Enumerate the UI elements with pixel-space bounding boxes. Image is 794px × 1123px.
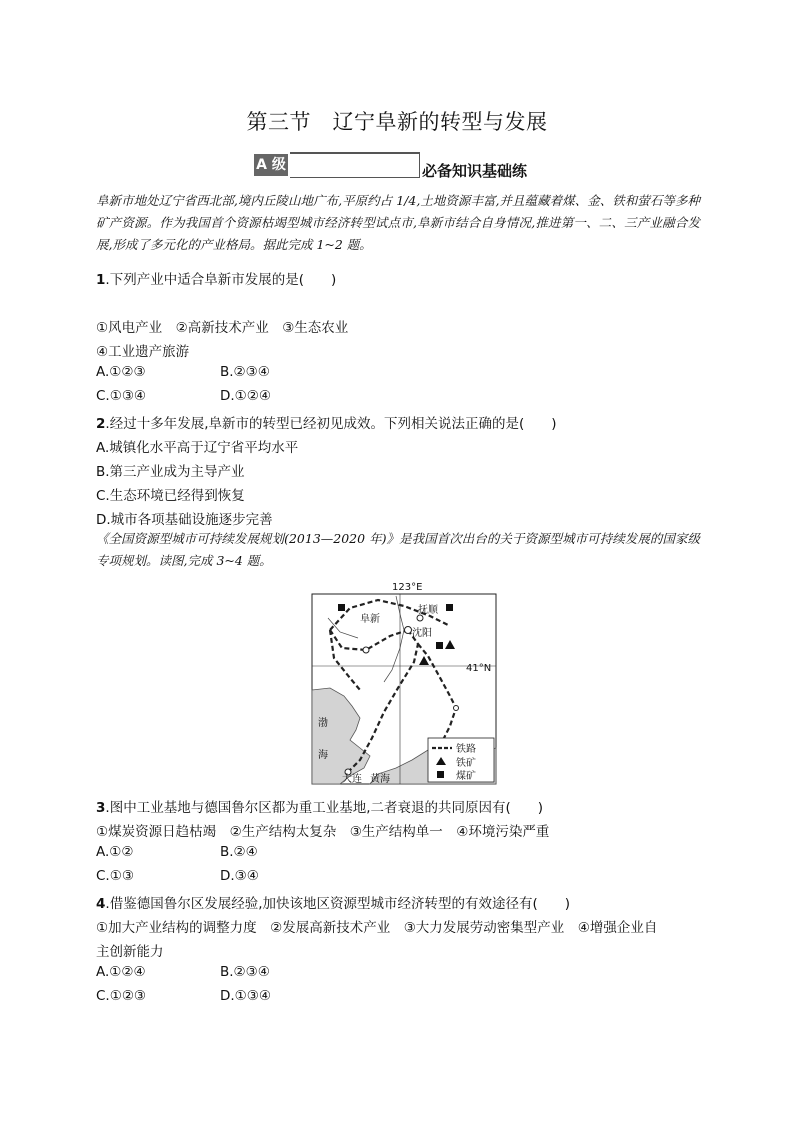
q1-option-d: D.①②④ [220,388,271,404]
question-3-stem [96,796,543,816]
city-label-fuxin: 阜新 [360,614,380,625]
q3-option-a: A.①② [96,844,134,860]
latitude-label: 41°N [466,663,492,674]
city-circle [405,627,412,634]
question-4-items-line-1: ①加大产业结构的调整力度 ②发展高新技术产业 ③大力发展劳动密集型产业 ④增强企业自 [96,920,658,936]
q4-option-b: B.②③④ [220,964,270,980]
liaoning-map [300,578,510,788]
city-circle [363,647,369,653]
q3-option-c: C.①③ [96,868,134,884]
question-2-stem [96,412,557,432]
sea-label-bohai-2: 海 [318,750,328,761]
city-label-shenyang: 沈阳 [412,628,432,639]
q2-option-d: D.城市各项基础设施逐步完善 [96,512,273,528]
intro-passage-1: 阜新市地处辽宁省西北部,境内丘陵山地广布,平原约占 1/4,土地资源丰富,并且蕴藏着煤、金、铁和萤石等多种矿产资源。作为我国首个资源枯竭型城市经济转型试点市,阜新市结合自身情况,推进第一、二、三产业融合发展,形成了多元化的产业格局。据此完成 1~2 题。 [96,193,700,252]
legend-coal-symbol [437,771,444,778]
question-number: 2 [96,416,106,432]
coal-mine-marker [446,604,453,611]
legend-railway-label: 铁路 [456,744,476,755]
question-text: .经过十多年发展,阜新市的转型已经初见成效。下列相关说法正确的是( ) [105,416,557,432]
q1-option-a: A.①②③ [96,364,146,380]
coal-mine-marker [436,642,443,649]
intro-passage-2: 《全国资源型城市可持续发展规划(2013—2020 年)》是我国首次出台的关于资源型城市可持续发展的国家级专项规划。读图,完成 3~4 题。 [96,531,700,568]
question-1-stem [96,268,336,288]
q2-option-b: B.第三产业成为主导产业 [96,464,245,480]
map-figure [300,578,510,788]
q4-option-c: C.①②③ [96,988,147,1004]
question-number: 4 [96,896,106,912]
q2-option-a: A.城镇化水平高于辽宁省平均水平 [96,440,299,456]
legend-iron-label: 铁矿 [456,758,476,769]
question-text: .图中工业基地与德国鲁尔区都为重工业基地,二者衰退的共同原因有( ) [105,800,544,816]
q4-option-d: D.①③④ [220,988,271,1004]
city-circle [454,706,459,711]
page-title: 第三节 辽宁阜新的转型与发展 [246,110,548,134]
question-number: 1 [96,272,106,288]
level-label: 必备知识基础练 [422,162,528,180]
q3-option-d: D.③④ [220,868,259,884]
question-1-items-line-1: ①风电产业 ②高新技术产业 ③生态农业 [96,320,349,336]
question-text: .下列产业中适合阜新市发展的是( ) [105,272,337,288]
city-label-dalian: 大连 [342,774,362,785]
coal-mine-marker [338,604,345,611]
level-badge: A 级 [254,154,288,176]
q3-option-b: B.②④ [220,844,258,860]
q1-option-b: B.②③④ [220,364,270,380]
question-1-items-line-2: ④工业遗产旅游 [96,344,190,360]
level-blank-box [290,152,420,178]
city-label-fushun: 抚顺 [418,605,438,616]
question-number: 3 [96,800,106,816]
q1-option-c: C.①③④ [96,388,147,404]
legend-coal-label: 煤矿 [456,771,476,782]
sea-label-huanghai: 黄海 [370,774,390,785]
question-4-stem [96,892,570,912]
q4-option-a: A.①②④ [96,964,146,980]
question-4-items-line-2: 主创新能力 [96,944,164,960]
question-3-items: ①煤炭资源日趋枯竭 ②生产结构太复杂 ③生产结构单一 ④环境污染严重 [96,824,550,840]
question-text: .借鉴德国鲁尔区发展经验,加快该地区资源型城市经济转型的有效途径有( ) [105,896,571,912]
sea-label-bohai-1: 渤 [318,718,328,729]
q2-option-c: C.生态环境已经得到恢复 [96,488,245,504]
longitude-label: 123°E [392,582,423,593]
level-header [254,152,554,180]
